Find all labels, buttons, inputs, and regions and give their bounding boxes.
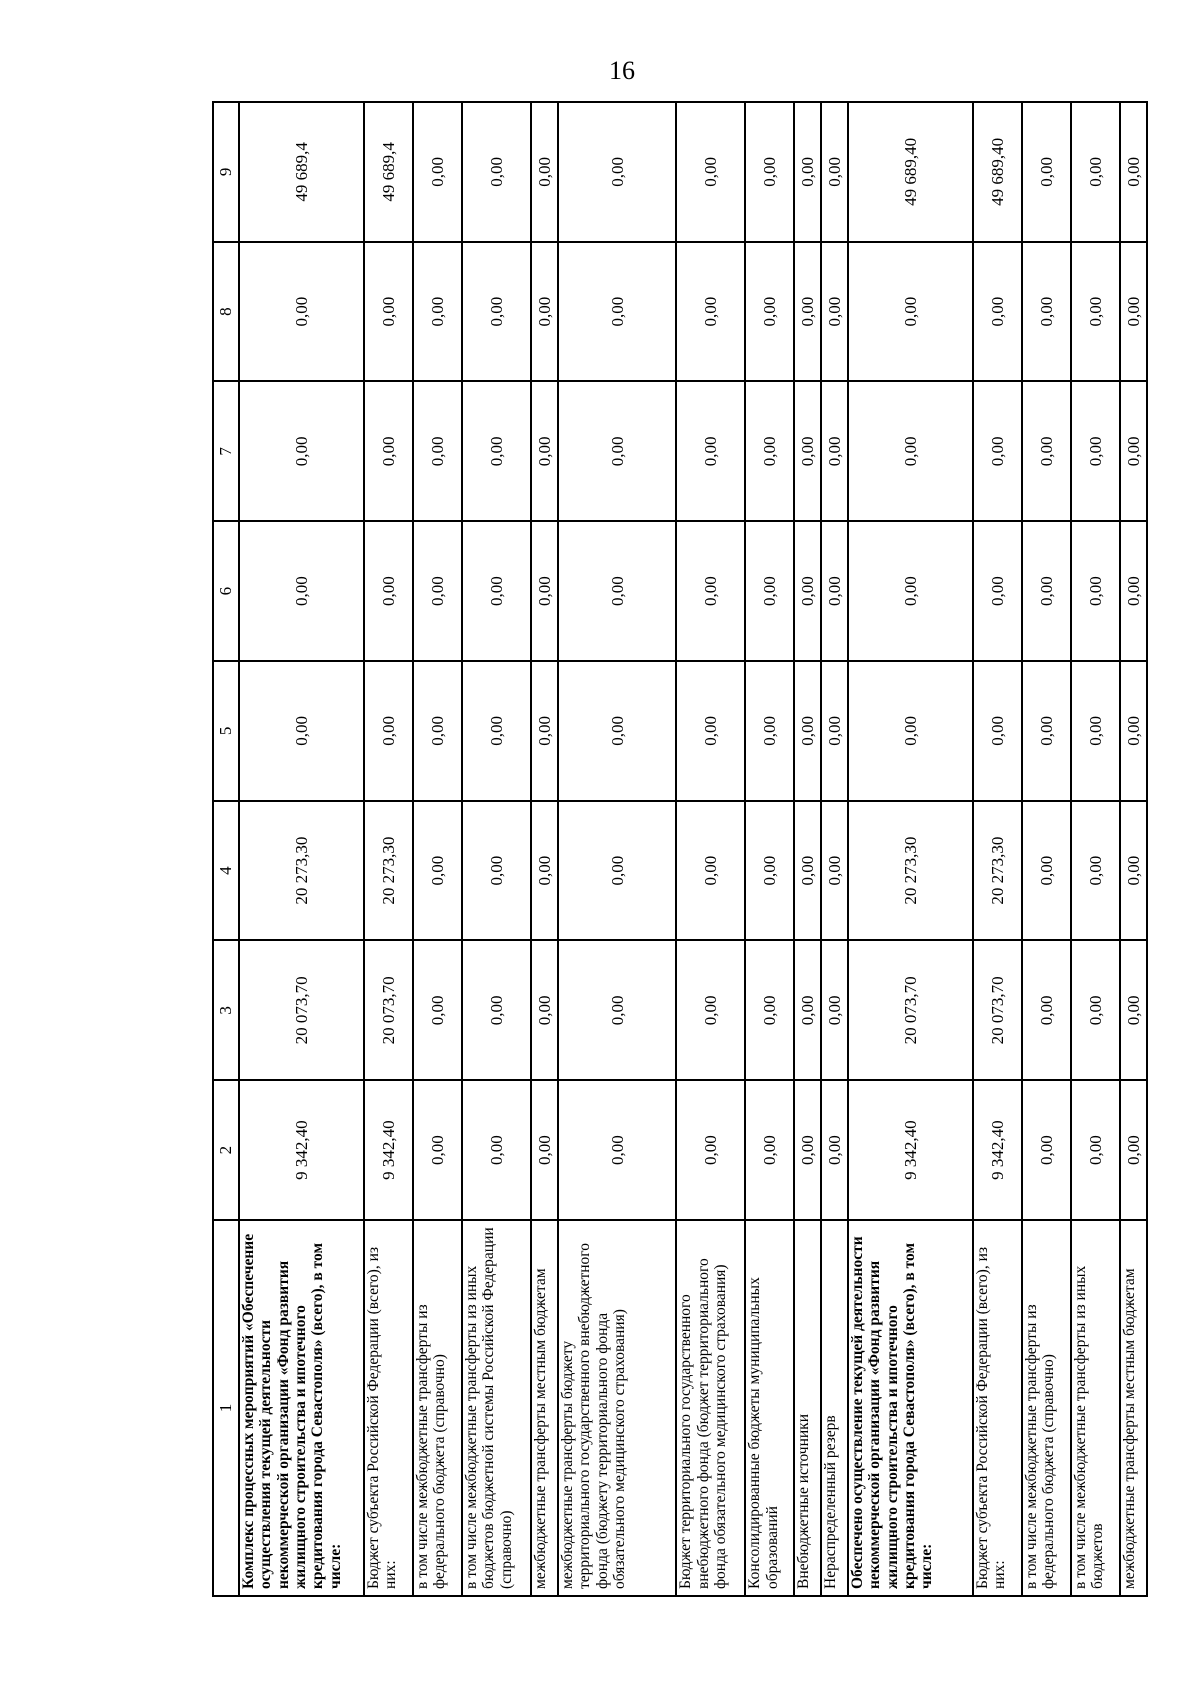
value-cell: 0,00	[676, 661, 745, 801]
value-cell: 0,00	[745, 242, 794, 382]
value-cell: 0,00	[462, 521, 531, 661]
table-row	[413, 102, 462, 1596]
value-cell: 0,00	[821, 1080, 848, 1220]
value-cell: 0,00	[745, 801, 794, 941]
value-cell: 0,00	[676, 242, 745, 382]
value-cell: 0,00	[558, 382, 676, 522]
row-label: межбюджетные трансферты местным бюджетам	[1120, 1220, 1147, 1596]
value-cell: 0,00	[531, 382, 558, 522]
column-header: 4	[213, 801, 239, 941]
value-cell: 0,00	[745, 661, 794, 801]
value-cell: 0,00	[973, 661, 1022, 801]
value-cell: 0,00	[1022, 661, 1071, 801]
value-cell: 0,00	[1022, 521, 1071, 661]
row-label: Бюджет субъекта Российской Федерации (всего), из них:	[364, 1220, 413, 1596]
table-row	[239, 102, 364, 1596]
table-row	[794, 102, 821, 1596]
value-cell: 0,00	[745, 102, 794, 242]
budget-table-container	[212, 103, 1148, 1597]
row-label: в том числе межбюджетные трансферты из иных бюджетов бюджетной системы Российской Федерации (справочно)	[462, 1220, 531, 1596]
table-row	[848, 102, 973, 1596]
value-cell: 0,00	[1022, 801, 1071, 941]
row-label: в том числе межбюджетные трансферты из федерального бюджета (справочно)	[1022, 1220, 1071, 1596]
value-cell: 0,00	[1071, 242, 1120, 382]
value-cell: 0,00	[848, 521, 973, 661]
value-cell: 0,00	[794, 242, 821, 382]
row-label: Комплекс процессных мероприятий «Обеспечение осуществления текущей деятельности некоммерческой организации «Фонд развития жилищного строительства и ипотечного кредитования города Севастополя» (всего), в том числе:	[239, 1220, 364, 1596]
value-cell: 20 273,30	[364, 801, 413, 941]
value-cell: 0,00	[794, 382, 821, 522]
value-cell: 0,00	[558, 521, 676, 661]
value-cell: 0,00	[462, 661, 531, 801]
budget-table	[212, 101, 1148, 1597]
value-cell: 0,00	[531, 801, 558, 941]
column-header: 1	[213, 1220, 239, 1596]
row-label: межбюджетные трансферты местным бюджетам	[531, 1220, 558, 1596]
value-cell: 0,00	[821, 521, 848, 661]
value-cell: 0,00	[413, 941, 462, 1081]
table-row	[745, 102, 794, 1596]
table-row	[462, 102, 531, 1596]
value-cell: 0,00	[558, 661, 676, 801]
value-cell: 0,00	[239, 521, 364, 661]
value-cell: 0,00	[558, 941, 676, 1081]
value-cell: 0,00	[1022, 382, 1071, 522]
value-cell: 0,00	[821, 801, 848, 941]
value-cell: 0,00	[745, 1080, 794, 1220]
value-cell: 0,00	[239, 242, 364, 382]
value-cell: 0,00	[973, 242, 1022, 382]
value-cell: 0,00	[558, 1080, 676, 1220]
value-cell: 0,00	[1120, 242, 1147, 382]
value-cell: 0,00	[973, 521, 1022, 661]
value-cell: 0,00	[794, 801, 821, 941]
value-cell: 0,00	[413, 661, 462, 801]
value-cell: 0,00	[821, 242, 848, 382]
value-cell: 0,00	[462, 382, 531, 522]
value-cell: 0,00	[794, 102, 821, 242]
value-cell: 0,00	[676, 1080, 745, 1220]
value-cell: 0,00	[413, 1080, 462, 1220]
column-header: 8	[213, 242, 239, 382]
value-cell: 0,00	[1071, 941, 1120, 1081]
row-label: Нераспределенный резерв	[821, 1220, 848, 1596]
table-row	[1120, 102, 1147, 1596]
row-label: Бюджет субъекта Российской Федерации (всего), из них:	[973, 1220, 1022, 1596]
column-header: 2	[213, 1080, 239, 1220]
value-cell: 20 073,70	[848, 941, 973, 1081]
value-cell: 0,00	[462, 242, 531, 382]
value-cell: 0,00	[413, 521, 462, 661]
value-cell: 9 342,40	[973, 1080, 1022, 1220]
page-number: 16	[609, 56, 635, 85]
value-cell: 0,00	[1022, 941, 1071, 1081]
row-label: Внебюджетные источники	[794, 1220, 821, 1596]
table-row	[1022, 102, 1071, 1596]
value-cell: 20 273,30	[848, 801, 973, 941]
column-header: 3	[213, 941, 239, 1081]
value-cell: 0,00	[558, 102, 676, 242]
value-cell: 0,00	[1071, 661, 1120, 801]
value-cell: 20 073,70	[239, 941, 364, 1081]
value-cell: 0,00	[413, 801, 462, 941]
value-cell: 0,00	[531, 521, 558, 661]
table-body	[239, 102, 1147, 1596]
value-cell: 0,00	[413, 102, 462, 242]
value-cell: 0,00	[745, 941, 794, 1081]
value-cell: 0,00	[531, 661, 558, 801]
row-label: в том числе межбюджетные трансферты из федерального бюджета (справочно)	[413, 1220, 462, 1596]
value-cell: 0,00	[558, 801, 676, 941]
value-cell: 49 689,40	[848, 102, 973, 242]
value-cell: 20 273,30	[973, 801, 1022, 941]
value-cell: 0,00	[462, 801, 531, 941]
value-cell: 0,00	[973, 382, 1022, 522]
value-cell: 49 689,4	[364, 102, 413, 242]
value-cell: 0,00	[1120, 521, 1147, 661]
value-cell: 0,00	[364, 382, 413, 522]
row-label: Бюджет территориального государственного внебюджетного фонда (бюджет территориального фонда обязательного медицинского страхования)	[676, 1220, 745, 1596]
value-cell: 0,00	[848, 382, 973, 522]
value-cell: 0,00	[531, 1080, 558, 1220]
column-header: 9	[213, 102, 239, 242]
value-cell: 0,00	[794, 521, 821, 661]
table-row	[676, 102, 745, 1596]
value-cell: 0,00	[531, 102, 558, 242]
value-cell: 0,00	[531, 941, 558, 1081]
value-cell: 0,00	[1071, 102, 1120, 242]
value-cell: 0,00	[1022, 1080, 1071, 1220]
value-cell: 0,00	[1071, 382, 1120, 522]
value-cell: 0,00	[364, 242, 413, 382]
value-cell: 0,00	[1071, 521, 1120, 661]
row-label: Обеспечено осуществление текущей деятельности некоммерческой организации «Фонд развития жилищного строительства и ипотечного кредитования города Севастополя» (всего), в том числе:	[848, 1220, 973, 1596]
table-row	[821, 102, 848, 1596]
table-row	[1071, 102, 1120, 1596]
column-header: 6	[213, 521, 239, 661]
value-cell: 49 689,40	[973, 102, 1022, 242]
value-cell: 0,00	[676, 801, 745, 941]
value-cell: 0,00	[462, 1080, 531, 1220]
value-cell: 0,00	[413, 242, 462, 382]
table-row	[531, 102, 558, 1596]
value-cell: 0,00	[676, 941, 745, 1081]
table-header-row	[213, 102, 239, 1596]
value-cell: 0,00	[794, 1080, 821, 1220]
value-cell: 0,00	[821, 382, 848, 522]
value-cell: 0,00	[1022, 242, 1071, 382]
value-cell: 0,00	[794, 661, 821, 801]
value-cell: 0,00	[364, 521, 413, 661]
row-label: в том числе межбюджетные трансферты из иных бюджетов	[1071, 1220, 1120, 1596]
value-cell: 0,00	[676, 521, 745, 661]
value-cell: 0,00	[676, 102, 745, 242]
value-cell: 9 342,40	[239, 1080, 364, 1220]
value-cell: 0,00	[1120, 801, 1147, 941]
value-cell: 0,00	[794, 941, 821, 1081]
value-cell: 0,00	[821, 941, 848, 1081]
value-cell: 0,00	[1071, 1080, 1120, 1220]
value-cell: 0,00	[531, 242, 558, 382]
value-cell: 0,00	[1120, 661, 1147, 801]
value-cell: 0,00	[676, 382, 745, 522]
table-row	[364, 102, 413, 1596]
value-cell: 0,00	[1071, 801, 1120, 941]
value-cell: 0,00	[1022, 102, 1071, 242]
value-cell: 0,00	[1120, 941, 1147, 1081]
value-cell: 0,00	[558, 242, 676, 382]
value-cell: 0,00	[745, 382, 794, 522]
value-cell: 49 689,4	[239, 102, 364, 242]
value-cell: 0,00	[848, 242, 973, 382]
column-header: 7	[213, 382, 239, 522]
value-cell: 9 342,40	[364, 1080, 413, 1220]
table-row	[973, 102, 1022, 1596]
value-cell: 0,00	[1120, 382, 1147, 522]
value-cell: 0,00	[1120, 1080, 1147, 1220]
value-cell: 0,00	[821, 661, 848, 801]
row-label: межбюджетные трансферты бюджету территориального государственного внебюджетного фонда (бюджету территориального фонда обязательного медицинского страхования)	[558, 1220, 676, 1596]
value-cell: 0,00	[413, 382, 462, 522]
value-cell: 0,00	[462, 941, 531, 1081]
value-cell: 20 273,30	[239, 801, 364, 941]
column-header: 5	[213, 661, 239, 801]
table-row	[558, 102, 676, 1596]
value-cell: 0,00	[745, 521, 794, 661]
value-cell: 9 342,40	[848, 1080, 973, 1220]
value-cell: 0,00	[462, 102, 531, 242]
value-cell: 20 073,70	[364, 941, 413, 1081]
value-cell: 0,00	[239, 661, 364, 801]
row-label: Консолидированные бюджеты муниципальных образований	[745, 1220, 794, 1596]
value-cell: 0,00	[848, 661, 973, 801]
value-cell: 0,00	[821, 102, 848, 242]
value-cell: 20 073,70	[973, 941, 1022, 1081]
value-cell: 0,00	[239, 382, 364, 522]
value-cell: 0,00	[1120, 102, 1147, 242]
value-cell: 0,00	[364, 661, 413, 801]
